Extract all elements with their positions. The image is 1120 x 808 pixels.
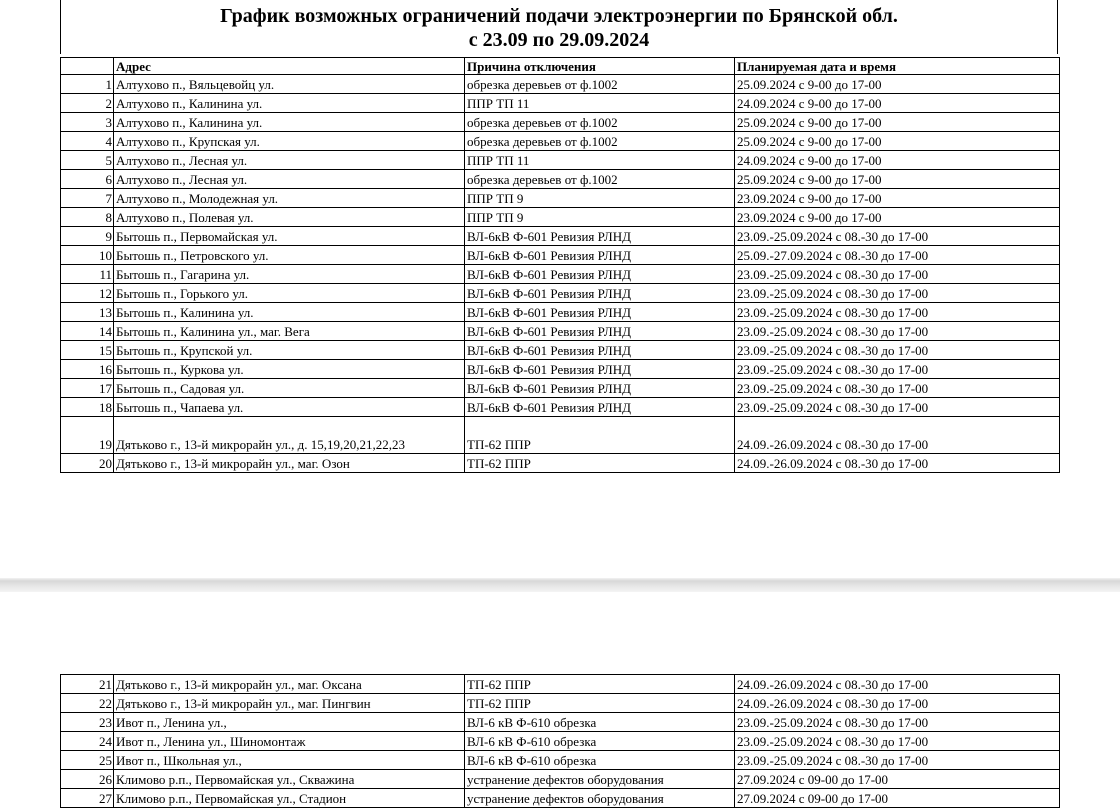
row-reason: обрезка деревьев от ф.1002 (465, 75, 735, 94)
table-row (61, 132, 1060, 151)
document-title (60, 0, 1058, 54)
table-row (61, 246, 1060, 265)
row-datetime: 23.09.-25.09.2024 с 08.-30 до 17-00 (735, 398, 1060, 417)
row-datetime: 23.09.-25.09.2024 с 08.-30 до 17-00 (735, 265, 1060, 284)
row-number: 20 (61, 454, 114, 473)
row-datetime: 24.09.-26.09.2024 с 08.-30 до 17-00 (735, 417, 1060, 454)
row-address: Алтухово п., Молодежная ул. (114, 189, 465, 208)
row-address: Ивот п., Ленина ул., (114, 713, 465, 732)
row-reason: ППР ТП 9 (465, 208, 735, 227)
row-address: Бытошь п., Петровского ул. (114, 246, 465, 265)
table-row (61, 113, 1060, 132)
row-datetime: 23.09.2024 с 9-00 до 17-00 (735, 189, 1060, 208)
row-number: 2 (61, 94, 114, 113)
row-number: 16 (61, 360, 114, 379)
row-address: Бытошь п., Чапаева ул. (114, 398, 465, 417)
table-row (61, 398, 1060, 417)
row-reason: ВЛ-6кВ Ф-601 Ревизия РЛНД (465, 303, 735, 322)
row-datetime: 23.09.-25.09.2024 с 08.-30 до 17-00 (735, 303, 1060, 322)
row-address: Бытошь п., Первомайская ул. (114, 227, 465, 246)
row-address: Алтухово п., Вяльцевойц ул. (114, 75, 465, 94)
row-address: Бытошь п., Горького ул. (114, 284, 465, 303)
row-address: Бытошь п., Гагарина ул. (114, 265, 465, 284)
header-datetime: Планируемая дата и время (735, 58, 1060, 75)
row-datetime: 24.09.-26.09.2024 с 08.-30 до 17-00 (735, 454, 1060, 473)
row-number: 10 (61, 246, 114, 265)
row-reason: ВЛ-6кВ Ф-601 Ревизия РЛНД (465, 265, 735, 284)
row-reason: ВЛ-6кВ Ф-601 Ревизия РЛНД (465, 227, 735, 246)
row-address: Дятьково г., 13-й микрорайн ул., маг. Оксана (114, 675, 465, 694)
row-datetime: 23.09.-25.09.2024 с 08.-30 до 17-00 (735, 341, 1060, 360)
row-datetime: 27.09.2024 с 09-00 до 17-00 (735, 770, 1060, 789)
table-row (61, 713, 1060, 732)
row-reason: ВЛ-6кВ Ф-601 Ревизия РЛНД (465, 322, 735, 341)
table-row (61, 417, 1060, 454)
page-separator (0, 578, 1120, 592)
row-number: 13 (61, 303, 114, 322)
row-datetime: 24.09.-26.09.2024 с 08.-30 до 17-00 (735, 675, 1060, 694)
row-reason: ВЛ-6кВ Ф-601 Ревизия РЛНД (465, 341, 735, 360)
table-row (61, 189, 1060, 208)
row-number: 3 (61, 113, 114, 132)
row-datetime: 23.09.-25.09.2024 с 08.-30 до 17-00 (735, 751, 1060, 770)
row-number: 23 (61, 713, 114, 732)
table-row (61, 751, 1060, 770)
table-row (61, 360, 1060, 379)
row-reason: обрезка деревьев от ф.1002 (465, 132, 735, 151)
row-datetime: 24.09.2024 с 9-00 до 17-00 (735, 94, 1060, 113)
row-address: Климово р.п., Первомайская ул., Стадион (114, 789, 465, 808)
row-reason: ВЛ-6 кВ Ф-610 обрезка (465, 751, 735, 770)
row-number: 7 (61, 189, 114, 208)
row-datetime: 25.09.2024 с 9-00 до 17-00 (735, 113, 1060, 132)
row-number: 8 (61, 208, 114, 227)
row-address: Алтухово п., Калинина ул. (114, 94, 465, 113)
row-reason: ВЛ-6кВ Ф-601 Ревизия РЛНД (465, 284, 735, 303)
row-datetime: 23.09.-25.09.2024 с 08.-30 до 17-00 (735, 713, 1060, 732)
table-row (61, 789, 1060, 808)
table-row (61, 170, 1060, 189)
table-row (61, 151, 1060, 170)
row-number: 14 (61, 322, 114, 341)
row-datetime: 25.09.2024 с 9-00 до 17-00 (735, 170, 1060, 189)
table-row (61, 265, 1060, 284)
row-number: 1 (61, 75, 114, 94)
row-number: 22 (61, 694, 114, 713)
row-reason: устранение дефектов оборудования (465, 789, 735, 808)
table-row (61, 675, 1060, 694)
table-row (61, 341, 1060, 360)
row-datetime: 23.09.2024 с 9-00 до 17-00 (735, 208, 1060, 227)
row-number: 18 (61, 398, 114, 417)
row-datetime: 23.09.-25.09.2024 с 08.-30 до 17-00 (735, 227, 1060, 246)
row-reason: ТП-62 ППР (465, 417, 735, 454)
document-page-2 (0, 592, 1120, 806)
row-datetime: 25.09.2024 с 9-00 до 17-00 (735, 132, 1060, 151)
row-number: 21 (61, 675, 114, 694)
row-reason: ТП-62 ППР (465, 675, 735, 694)
row-address: Бытошь п., Калинина ул. (114, 303, 465, 322)
row-datetime: 23.09.-25.09.2024 с 08.-30 до 17-00 (735, 322, 1060, 341)
row-datetime: 23.09.-25.09.2024 с 08.-30 до 17-00 (735, 360, 1060, 379)
row-reason: ППР ТП 11 (465, 94, 735, 113)
title-line-1: График возможных ограничений подачи электроэнергии по Брянской обл. (220, 5, 898, 27)
table-row (61, 454, 1060, 473)
row-address: Алтухово п., Крупская ул. (114, 132, 465, 151)
row-reason: устранение дефектов оборудования (465, 770, 735, 789)
table-row (61, 694, 1060, 713)
row-number: 11 (61, 265, 114, 284)
row-address: Алтухово п., Полевая ул. (114, 208, 465, 227)
row-address: Бытошь п., Калинина ул., маг. Вега (114, 322, 465, 341)
row-datetime: 27.09.2024 с 09-00 до 17-00 (735, 789, 1060, 808)
table-row (61, 303, 1060, 322)
row-datetime: 23.09.-25.09.2024 с 08.-30 до 17-00 (735, 732, 1060, 751)
row-reason: ППР ТП 9 (465, 189, 735, 208)
row-datetime: 24.09.-26.09.2024 с 08.-30 до 17-00 (735, 694, 1060, 713)
row-datetime: 23.09.-25.09.2024 с 08.-30 до 17-00 (735, 379, 1060, 398)
row-reason: обрезка деревьев от ф.1002 (465, 113, 735, 132)
header-reason: Причина отключения (465, 58, 735, 75)
row-reason: ТП-62 ППР (465, 454, 735, 473)
row-datetime: 23.09.-25.09.2024 с 08.-30 до 17-00 (735, 284, 1060, 303)
row-reason: ВЛ-6кВ Ф-601 Ревизия РЛНД (465, 246, 735, 265)
table-row (61, 284, 1060, 303)
table-row (61, 770, 1060, 789)
row-reason: ВЛ-6кВ Ф-601 Ревизия РЛНД (465, 379, 735, 398)
row-address: Бытошь п., Крупской ул. (114, 341, 465, 360)
row-number: 26 (61, 770, 114, 789)
table-row (61, 732, 1060, 751)
row-reason: ВЛ-6кВ Ф-601 Ревизия РЛНД (465, 398, 735, 417)
row-number: 9 (61, 227, 114, 246)
row-datetime: 24.09.2024 с 9-00 до 17-00 (735, 151, 1060, 170)
header-address: Адрес (114, 58, 465, 75)
row-address: Алтухово п., Калинина ул. (114, 113, 465, 132)
row-reason: обрезка деревьев от ф.1002 (465, 170, 735, 189)
title-line-2: с 23.09 по 29.09.2024 (468, 29, 650, 51)
table-row (61, 75, 1060, 94)
row-datetime: 25.09.2024 с 9-00 до 17-00 (735, 75, 1060, 94)
row-reason: ВЛ-6кВ Ф-601 Ревизия РЛНД (465, 360, 735, 379)
row-address: Дятьково г., 13-й микрорайн ул., маг. Озон (114, 454, 465, 473)
header-number (61, 58, 114, 75)
row-number: 17 (61, 379, 114, 398)
row-reason: ВЛ-6 кВ Ф-610 обрезка (465, 713, 735, 732)
row-address: Климово р.п., Первомайская ул., Скважина (114, 770, 465, 789)
row-reason: ТП-62 ППР (465, 694, 735, 713)
row-number: 12 (61, 284, 114, 303)
row-address: Дятьково г., 13-й микрорайн ул., д. 15,19,20,21,22,23 (114, 417, 465, 454)
row-number: 27 (61, 789, 114, 808)
row-datetime: 25.09.-27.09.2024 с 08.-30 до 17-00 (735, 246, 1060, 265)
row-number: 25 (61, 751, 114, 770)
row-number: 4 (61, 132, 114, 151)
schedule-table-page-1 (60, 57, 1060, 473)
row-address: Ивот п., Школьная ул., (114, 751, 465, 770)
row-address: Бытошь п., Садовая ул. (114, 379, 465, 398)
table-row (61, 227, 1060, 246)
row-number: 5 (61, 151, 114, 170)
row-number: 24 (61, 732, 114, 751)
row-address: Алтухово п., Лесная ул. (114, 151, 465, 170)
row-reason: ВЛ-6 кВ Ф-610 обрезка (465, 732, 735, 751)
row-number: 19 (61, 417, 114, 454)
row-reason: ППР ТП 11 (465, 151, 735, 170)
row-number: 15 (61, 341, 114, 360)
table-row (61, 322, 1060, 341)
row-address: Ивот п., Ленина ул., Шиномонтаж (114, 732, 465, 751)
row-address: Бытошь п., Куркова ул. (114, 360, 465, 379)
row-number: 6 (61, 170, 114, 189)
table-header-row (61, 58, 1060, 75)
schedule-table-page-2 (60, 674, 1060, 808)
row-address: Дятьково г., 13-й микрорайн ул., маг. Пингвин (114, 694, 465, 713)
table-row (61, 208, 1060, 227)
row-address: Алтухово п., Лесная ул. (114, 170, 465, 189)
table-row (61, 94, 1060, 113)
table-row (61, 379, 1060, 398)
